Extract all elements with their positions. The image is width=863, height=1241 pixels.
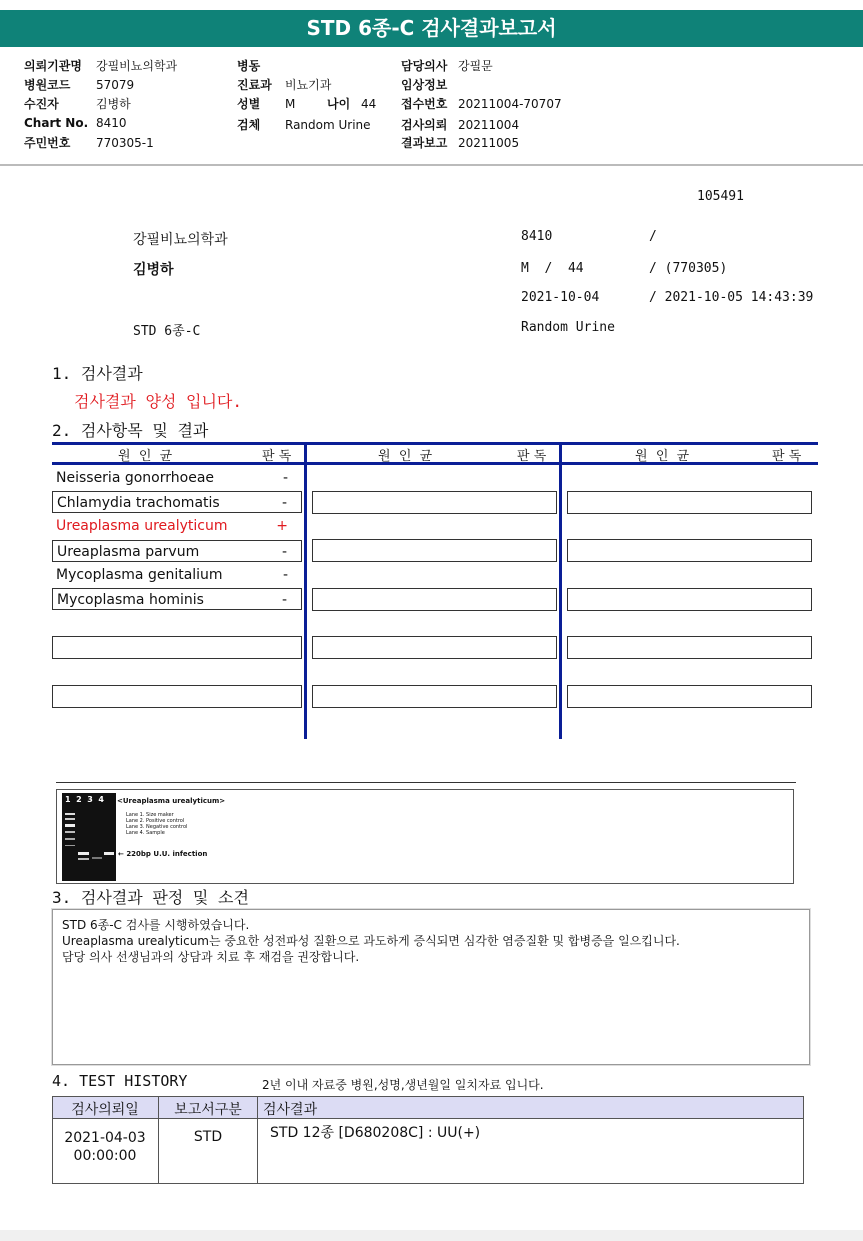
value-age: 44: [361, 97, 377, 111]
history-date: 2021-04-03: [64, 1130, 146, 1146]
history-type: STD: [193, 1129, 223, 1145]
gel-legend-item: Lane 3. Negative control: [126, 824, 188, 830]
label-sex: 성별: [237, 97, 261, 111]
summary-test-name: STD 6종-C: [133, 324, 201, 339]
report-title: STD 6종-C 검사결과보고서: [0, 10, 863, 47]
pathogen-result: +: [276, 518, 288, 534]
label-ward: 병동: [237, 59, 261, 73]
gel-legend-item: Lane 2. Positive control: [126, 818, 185, 824]
table-col-divider-1: [304, 442, 307, 739]
empty-row: [567, 588, 812, 611]
pathogen-name: Chlamydia trachomatis: [57, 495, 220, 511]
opinion-line: Ureaplasma urealyticum는 중요한 성전파성 질환으로 과도하게 증식되면 심각한 염증질환 및 합병증을 일으킵니다.: [62, 934, 680, 948]
summary-institution: 강필비뇨의학과: [133, 232, 228, 248]
label-report-date: 결과보고: [401, 136, 448, 150]
gel-lane-numbers: 1 2 3 4: [65, 795, 104, 804]
gel-arrow-label: [118, 850, 207, 858]
header-col1: [24, 57, 177, 153]
label-hospital-code: 병원코드: [24, 78, 71, 92]
pathogen-result: -: [281, 592, 287, 608]
label-request-date: 검사의뢰: [401, 118, 448, 132]
summary-specimen: Random Urine: [521, 320, 615, 335]
label-department: 진료과: [237, 78, 272, 92]
label-clinical-info: 임상정보: [401, 78, 448, 92]
value-request-date: 20211004: [458, 118, 520, 132]
list-item-positive: [52, 515, 302, 537]
list-item: [52, 540, 302, 562]
empty-row: [567, 491, 812, 514]
gel-title: <Ureaplasma urealyticum>: [117, 797, 226, 805]
history-time: 00:00:00: [73, 1148, 137, 1164]
label-institution: 의뢰기관명: [24, 59, 82, 73]
pathogen-result: -: [281, 495, 287, 511]
history-col-type: 보고서구분: [174, 1102, 242, 1118]
opinion-line: 담당 의사 선생님과의 상담과 치료 후 재검을 권장합니다.: [62, 950, 360, 964]
arrow-left-icon: ←: [118, 850, 127, 858]
label-age: 나이: [327, 97, 351, 111]
header-col3: [401, 57, 562, 153]
empty-row: [567, 685, 812, 708]
value-institution: 강필비뇨의학과: [96, 59, 178, 73]
section1-heading: 1. 검사결과: [52, 364, 143, 383]
result-summary: 검사결과 양성 입니다.: [74, 392, 243, 411]
gel-arrow-text: 220bp U.U. infection: [126, 850, 208, 858]
summary-birth: / (770305): [649, 261, 728, 276]
col-header-pathogen-3: 원 인 균: [635, 449, 690, 464]
report-number: 105491: [697, 189, 744, 204]
section4-heading: 4. TEST HISTORY: [52, 1072, 188, 1090]
label-chart-no: Chart No.: [24, 116, 89, 130]
history-note: 2년 이내 자료중 병원,성명,생년월일 일치자료 입니다.: [262, 1078, 544, 1092]
value-doctor: 강필문: [458, 59, 493, 73]
pathogen-result: -: [282, 470, 288, 486]
gel-bands: [62, 805, 116, 881]
label-resident-no: 주민번호: [24, 136, 71, 150]
history-col-date: 검사의뢰일: [71, 1102, 139, 1118]
value-department: 비뇨기과: [285, 78, 332, 92]
summary-report-datetime: / 2021-10-05 14:43:39: [649, 290, 814, 305]
value-reception-no: 20211004-70707: [458, 97, 562, 111]
list-item: [52, 588, 302, 610]
col-header-judgement-2: 판 독: [517, 449, 547, 464]
pathogen-name: Ureaplasma parvum: [57, 544, 200, 560]
empty-row: [312, 685, 557, 708]
opinion-box: [52, 909, 810, 1065]
empty-row: [52, 636, 302, 659]
value-patient: 김병하: [96, 97, 131, 111]
summary-chart-no: 8410: [521, 229, 553, 244]
list-item: [52, 467, 302, 489]
summary-patient-name: 김병하: [133, 262, 174, 278]
pathogen-name: Neisseria gonorrhoeae: [56, 470, 215, 486]
table-col-divider-2: [559, 442, 562, 739]
value-hospital-code: 57079: [96, 78, 135, 92]
label-reception-no: 접수번호: [401, 97, 448, 111]
label-patient: 수진자: [24, 97, 59, 111]
history-bottom-border: [52, 1183, 804, 1184]
pathogen-name: Mycoplasma genitalium: [56, 567, 223, 583]
label-doctor: 담당의사: [401, 59, 448, 73]
page-bottom-band: [0, 1230, 863, 1241]
empty-row: [312, 539, 557, 562]
label-specimen: 검체: [237, 118, 261, 132]
pathogen-result: -: [282, 567, 288, 583]
empty-row: [567, 636, 812, 659]
gel-top-rule: [56, 782, 796, 783]
gel-legend: [126, 812, 187, 836]
section3-heading: 3. 검사결과 판정 및 소견: [52, 888, 249, 907]
value-chart-no: 8410: [96, 116, 127, 130]
pathogen-name: Ureaplasma urealyticum: [56, 518, 228, 534]
empty-row: [312, 588, 557, 611]
value-sex: M: [285, 97, 296, 111]
col-header-judgement-1: 판 독: [262, 449, 292, 464]
gel-legend-item: Lane 4. Sample: [126, 830, 165, 836]
header-col2: [237, 57, 376, 134]
empty-row: [312, 636, 557, 659]
value-specimen: Random Urine: [285, 118, 371, 132]
history-right-border: [803, 1119, 804, 1184]
opinion-line: STD 6종-C 검사를 시행하였습니다.: [62, 918, 250, 932]
col-header-pathogen-2: 원 인 균: [378, 449, 433, 464]
list-item: [52, 491, 302, 513]
table-row: [52, 1129, 158, 1165]
pathogen-name: Mycoplasma hominis: [57, 592, 204, 608]
gel-legend-item: Lane 1. Size maker: [126, 812, 174, 818]
pathogen-result: -: [281, 544, 287, 560]
summary-request-date: 2021-10-04: [521, 290, 600, 305]
history-result: STD 12종 [D680208C] : UU(+): [270, 1125, 481, 1141]
empty-row: [312, 491, 557, 514]
value-resident-no: 770305-1: [96, 136, 154, 150]
history-col-result: 검사결과: [263, 1102, 318, 1118]
col-header-judgement-3: 판 독: [772, 449, 802, 464]
gel-image: [62, 793, 116, 881]
history-col-divider: [257, 1096, 258, 1184]
summary-slash: /: [649, 229, 657, 244]
summary-sex-age: M / 44: [521, 261, 584, 276]
empty-row: [52, 685, 302, 708]
col-header-pathogen-1: 원 인 균: [118, 449, 173, 464]
section2-heading: 2. 검사항목 및 결과: [52, 421, 209, 440]
header-divider: [0, 164, 863, 166]
value-report-date: 20211005: [458, 136, 520, 150]
empty-row: [567, 539, 812, 562]
list-item: [52, 564, 302, 586]
